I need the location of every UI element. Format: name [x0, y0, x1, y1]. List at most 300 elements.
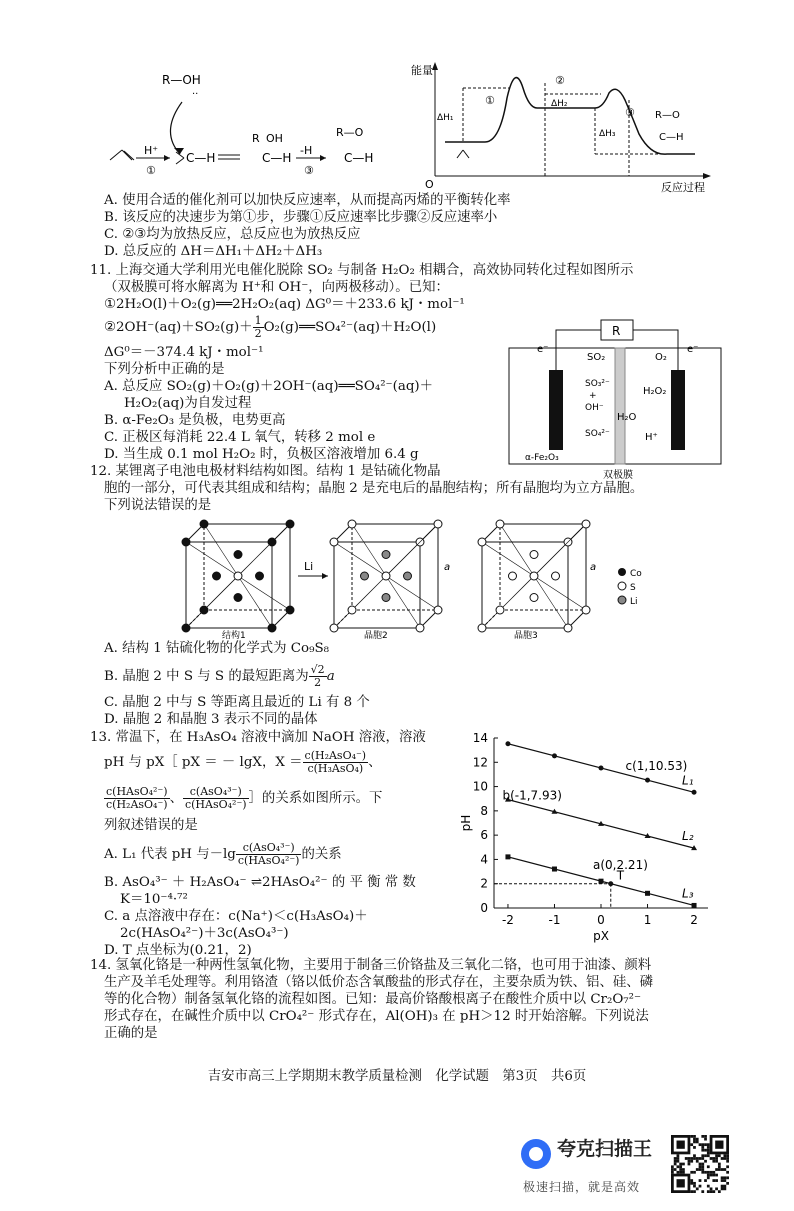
qr-module [721, 1176, 724, 1179]
q13-stem-line3: $\frac{\text{c(HAsO₄²⁻)}}{\text{c(H₂AsO₄⁻)}}$ 、 $\frac{\text{c(AsO₄³⁻)}}{\text{c(HAsO₄²⁻)}}$ ］的关系如图所示。下 [106, 785, 383, 811]
qr-module [704, 1149, 707, 1152]
qr-module [704, 1143, 707, 1146]
q11-ask: 下列分析中正确的是 [104, 362, 225, 377]
y-tick-label: 10 [472, 779, 488, 794]
qr-module [726, 1176, 729, 1179]
atom [268, 624, 276, 632]
qr-module [715, 1187, 718, 1190]
qr-module [690, 1157, 693, 1160]
qr-module [723, 1185, 726, 1188]
qr-module [710, 1187, 713, 1190]
qr-module [704, 1160, 707, 1163]
atom [582, 606, 590, 614]
qr-module [696, 1157, 699, 1160]
q11-option-a: A. 总反应 SO₂(g)＋O₂(g)＋2OH⁻(aq)══SO₄²⁻(aq)＋ [104, 379, 434, 394]
qr-module [710, 1171, 713, 1174]
atom [382, 551, 390, 559]
q12-stem-line1: 12. 某锂离子电池电极材料结构如图。结构 1 是钴硫化物晶 [90, 464, 441, 479]
svg-text:①: ① [146, 164, 156, 177]
q10-option-d: D. 总反应的 ΔH＝ΔH₁＋ΔH₂＋ΔH₃ [104, 244, 323, 259]
qr-module [704, 1171, 707, 1174]
qr-module [718, 1190, 721, 1193]
qr-finder-core [677, 1179, 685, 1187]
qr-module [696, 1168, 699, 1171]
atom [213, 572, 221, 580]
atom [404, 572, 412, 580]
qr-module [726, 1160, 729, 1163]
q12-option-a: A. 结构 1 钴硫化物的化学式为 Co₉S₈ [104, 641, 329, 656]
y-tick-label: 8 [480, 803, 488, 818]
qr-module [707, 1174, 710, 1177]
data-point [552, 753, 557, 758]
energy-axis-label: 能量 [411, 64, 433, 77]
annotation-label: b(-1,7.93) [502, 788, 562, 803]
qr-module [723, 1154, 726, 1157]
unit-cell [478, 520, 590, 632]
bond [386, 576, 420, 628]
svg-text:+: + [589, 391, 597, 401]
qr-module [688, 1163, 691, 1166]
atom [382, 594, 390, 602]
qr-module [693, 1157, 696, 1160]
qr-module [707, 1176, 710, 1179]
atom [348, 606, 356, 614]
q13-option-d: D. T 点坐标为(0.21，2) [104, 943, 252, 958]
qr-module [696, 1160, 699, 1163]
x-axis-label: pX [593, 929, 609, 943]
svg-text:S: S [630, 583, 636, 593]
qr-module [693, 1141, 696, 1144]
q13-option-b: B. AsO₄³⁻ ＋ H₂AsO₄⁻ ⇌2HAsO₄²⁻ 的 平 衡 常 数 [104, 875, 416, 890]
atom [509, 572, 517, 580]
bond [534, 576, 568, 628]
qr-module [671, 1171, 674, 1174]
qr-module [674, 1168, 677, 1171]
atom [582, 520, 590, 528]
qr-module [715, 1174, 718, 1177]
y-tick-label: 4 [480, 852, 488, 867]
atom [496, 606, 504, 614]
qr-module [707, 1143, 710, 1146]
qr-module [715, 1154, 718, 1157]
bond [204, 576, 238, 610]
svg-text:OH: OH [266, 132, 283, 145]
bond [534, 576, 586, 610]
qr-module [721, 1185, 724, 1188]
svg-text:R: R [252, 132, 260, 145]
qr-module [677, 1157, 680, 1160]
svg-text:晶胞2: 晶胞2 [364, 631, 388, 640]
svg-text:SO₄²⁻: SO₄²⁻ [585, 429, 610, 439]
qr-module [712, 1160, 715, 1163]
qr-module [715, 1179, 718, 1182]
qr-module [693, 1185, 696, 1188]
qr-module [674, 1160, 677, 1163]
qr-module [726, 1154, 729, 1157]
svg-text:Li: Li [630, 597, 638, 607]
atom [286, 520, 294, 528]
qr-module [701, 1157, 704, 1160]
q13-option-c-cont: 2c(HAsO₄²⁻)＋3c(AsO₄³⁻) [120, 926, 289, 941]
svg-text:双极膜: 双极膜 [603, 470, 633, 480]
svg-text:C—H: C—H [344, 151, 374, 165]
bond [500, 524, 534, 576]
qr-module [723, 1187, 726, 1190]
qr-module [723, 1157, 726, 1160]
data-point [692, 903, 697, 908]
y-tick-label: 2 [480, 876, 488, 891]
y-axis-label: pH [459, 814, 473, 832]
qr-module [688, 1160, 691, 1163]
qr-module [693, 1135, 696, 1138]
bond [238, 524, 290, 576]
qr-module [707, 1190, 710, 1193]
qr-module [690, 1179, 693, 1182]
qr-module [707, 1154, 710, 1157]
qr-module [688, 1157, 691, 1160]
unit-cell [330, 520, 442, 632]
q14-stem-line5: 正确的是 [104, 1026, 158, 1041]
qr-module [701, 1190, 704, 1193]
qr-module [677, 1165, 680, 1168]
svg-text:③: ③ [304, 164, 314, 177]
qr-module [699, 1185, 702, 1188]
qr-module [679, 1165, 682, 1168]
qr-module [679, 1163, 682, 1166]
qr-module [701, 1168, 704, 1171]
q11-option-b: B. α-Fe₂O₃ 是负极，电势更高 [104, 413, 286, 428]
qr-module [701, 1149, 704, 1152]
atom [530, 572, 538, 580]
qr-module [682, 1168, 685, 1171]
q11-equation1: ①2H₂O(l)＋O₂(g)══2H₂O₂(aq) ΔG⁰＝＋233.6 kJ・mol⁻¹ [104, 297, 465, 312]
qr-module [712, 1179, 715, 1182]
bond [238, 576, 272, 628]
qr-module [715, 1160, 718, 1163]
q11-stem-line1: 11. 上海交通大学利用光电催化脱除 SO₂ 与制备 H₂O₂ 相耦合，高效协同转化过程如图所示 [90, 263, 634, 278]
data-point [505, 854, 510, 859]
svg-text:e⁻: e⁻ [687, 344, 699, 355]
svg-text:ΔH₃: ΔH₃ [599, 129, 616, 139]
qr-module [704, 1179, 707, 1182]
bond [534, 524, 586, 576]
qr-module [726, 1182, 729, 1185]
atom [552, 572, 560, 580]
q11-equation2-dg: ΔG⁰＝－374.4 kJ・mol⁻¹ [104, 345, 264, 360]
bond [238, 576, 290, 610]
atom [330, 624, 338, 632]
qr-module [701, 1171, 704, 1174]
svg-text:H₂O: H₂O [617, 412, 637, 423]
qr-module [726, 1165, 729, 1168]
series-label: L₃ [682, 886, 694, 901]
svg-text:SO₂: SO₂ [587, 352, 606, 363]
qr-module [707, 1149, 710, 1152]
qr-module [723, 1179, 726, 1182]
qr-module [693, 1171, 696, 1174]
qr-module [699, 1163, 702, 1166]
svg-text:e⁻: e⁻ [537, 344, 549, 355]
data-point [599, 879, 604, 884]
qr-module [707, 1165, 710, 1168]
data-point [599, 765, 604, 770]
qr-module [682, 1171, 685, 1174]
qr-finder-core [715, 1141, 723, 1149]
qr-module [712, 1190, 715, 1193]
data-point [645, 891, 650, 896]
qr-module [696, 1138, 699, 1141]
qr-module [718, 1168, 721, 1171]
y-tick-label: 12 [472, 755, 488, 770]
series-label: L₁ [682, 773, 694, 788]
atom [234, 594, 242, 602]
y-tick-label: 6 [480, 828, 488, 843]
q11-option-d: D. 当生成 0.1 mol H₂O₂ 时，负极区溶液增加 6.4 g [104, 447, 419, 462]
atom [530, 594, 538, 602]
qr-module [710, 1174, 713, 1177]
svg-text:③: ③ [625, 106, 635, 119]
qr-module [677, 1171, 680, 1174]
qr-module [726, 1171, 729, 1174]
data-point [505, 741, 510, 746]
qr-module [693, 1138, 696, 1141]
qr-module [693, 1146, 696, 1149]
q12-option-b: B. 晶胞 2 中 S 与 S 的最短距离为 $\frac{√2}{2}$ a [104, 663, 335, 689]
qr-module [701, 1163, 704, 1166]
qr-module [704, 1135, 707, 1138]
anode-electrode [549, 370, 563, 450]
svg-text:晶胞3: 晶胞3 [514, 631, 538, 640]
q11-stem-line2: （双极膜可将水解离为 H⁺和 OH⁻，向两极移动）。已知： [104, 280, 449, 295]
atom [286, 606, 294, 614]
atom [361, 572, 369, 580]
bond [334, 542, 386, 576]
qr-module [718, 1154, 721, 1157]
watermark-slogan: 极速扫描，就是高效 [523, 1180, 641, 1194]
svg-text:··: ·· [192, 89, 199, 100]
cathode-electrode [671, 370, 685, 450]
qr-module [690, 1135, 693, 1138]
svg-text:a: a [590, 562, 597, 573]
atom [496, 520, 504, 528]
qr-module [693, 1154, 696, 1157]
qr-module [721, 1168, 724, 1171]
x-tick-label: -1 [548, 913, 561, 927]
qr-module [671, 1165, 674, 1168]
svg-text:ΔH₁: ΔH₁ [437, 113, 454, 123]
atom [416, 624, 424, 632]
q14-stem-line4: 形式存在，在碱性介质中以 CrO₄²⁻ 形式存在，Al(OH)₃ 在 pH＞12 时开始溶解。下列说法 [104, 1009, 649, 1024]
qr-module [707, 1146, 710, 1149]
annotation-label: T [616, 868, 625, 883]
y-tick-label: 14 [472, 731, 488, 745]
svg-text:a: a [444, 562, 451, 573]
qr-module [707, 1152, 710, 1155]
svg-text:-H: -H [300, 144, 313, 157]
qr-module [679, 1171, 682, 1174]
qr-module [707, 1185, 710, 1188]
svg-text:R: R [612, 324, 621, 338]
bond [352, 524, 386, 576]
qr-module [693, 1190, 696, 1193]
qr-module [723, 1168, 726, 1171]
q10-option-c: C. ②③均为放热反应，总反应也为放热反应 [104, 227, 361, 242]
x-tick-label: 1 [643, 913, 652, 927]
qr-module [693, 1182, 696, 1185]
qr-module [710, 1157, 713, 1160]
x-tick-label: -2 [501, 913, 514, 927]
qr-module [704, 1138, 707, 1141]
qr-module [690, 1182, 693, 1185]
qr-module [712, 1157, 715, 1160]
atom [234, 572, 242, 580]
qr-module [721, 1187, 724, 1190]
qr-module [674, 1157, 677, 1160]
qr-module [690, 1160, 693, 1163]
series-label: L₂ [682, 829, 694, 844]
qr-module [715, 1168, 718, 1171]
svg-text:α-Fe₂O₃: α-Fe₂O₃ [525, 453, 559, 463]
qr-module [701, 1135, 704, 1138]
svg-text:H₂O₂: H₂O₂ [643, 386, 667, 397]
q13-option-c: C. a 点溶液中存在：c(Na⁺)＜c(H₃AsO₄)＋ [104, 909, 368, 924]
qr-module [710, 1190, 713, 1193]
q10-option-a: A. 使用合适的催化剂可以加快反应速率，从而提高丙烯的平衡转化率 [104, 193, 511, 208]
q10-energy-diagram [405, 58, 725, 198]
qr-module [704, 1154, 707, 1157]
atom [234, 551, 242, 559]
q12-option-d: D. 晶胞 2 和晶胞 3 表示不同的晶体 [104, 712, 318, 727]
bond [482, 542, 534, 576]
qr-module [715, 1157, 718, 1160]
bond [186, 542, 238, 576]
qr-module [721, 1157, 724, 1160]
qr-module [677, 1154, 680, 1157]
svg-text:ΔH₂: ΔH₂ [551, 99, 568, 109]
qr-module [712, 1174, 715, 1177]
data-point [692, 790, 697, 795]
atom [182, 538, 190, 546]
qr-module [685, 1157, 688, 1160]
qr-module [690, 1143, 693, 1146]
x-tick-label: 0 [597, 913, 605, 927]
q11-option-c: C. 正极区每消耗 22.4 L 氧气，转移 2 mol e [104, 430, 376, 445]
quark-logo-icon [521, 1139, 551, 1169]
qr-module [682, 1163, 685, 1166]
qr-module [712, 1171, 715, 1174]
svg-text:R—O: R—O [336, 126, 364, 139]
q11-option-a-cont: H₂O₂(aq)为自发过程 [124, 396, 252, 411]
q12-stem-line2: 胞的一部分，可代表其组成和结构；晶胞 2 是充电后的晶胞结构；所有晶胞均为立方晶胞。 [104, 481, 644, 496]
bond [352, 576, 386, 610]
qr-module [707, 1171, 710, 1174]
q12-option-c: C. 晶胞 2 中与 S 等距离且最近的 Li 有 8 个 [104, 695, 370, 710]
qr-module [699, 1157, 702, 1160]
qr-module [701, 1165, 704, 1168]
q12-stem-line3: 下列说法错误的是 [104, 498, 212, 513]
svg-text:H⁺: H⁺ [645, 432, 658, 443]
svg-text:O₂: O₂ [655, 352, 667, 363]
q11-equation2: ②2OH⁻(aq)＋SO₂(g)＋ $\frac{1}{2}$ O₂(g)══SO₄²⁻(aq)＋H₂O(l) [104, 314, 437, 340]
qr-module [699, 1168, 702, 1171]
bond [500, 576, 534, 610]
annotation-label: c(1,10.53) [625, 759, 688, 774]
svg-text:C—H: C—H [659, 132, 684, 143]
qr-module [699, 1179, 702, 1182]
qr-module [696, 1187, 699, 1190]
qr-module [699, 1143, 702, 1146]
qr-module [723, 1176, 726, 1179]
qr-module [701, 1154, 704, 1157]
h-plus-label: H⁺ [144, 144, 159, 157]
qr-code-icon [671, 1135, 729, 1193]
svg-text:②: ② [555, 74, 565, 87]
annotation-label: a(0,2.21) [593, 858, 648, 873]
q13-option-b-cont: K＝10⁻⁴·⁷² [120, 892, 188, 907]
qr-module [701, 1146, 704, 1149]
q10-mechanism-diagram [100, 62, 400, 190]
atom [530, 551, 538, 559]
t-point [608, 881, 613, 886]
q14-stem-line3: 等的化合物）制备氢氧化铬的流程如图。已知：最高价铬酸根离子在酸性介质中以 Cr₂O₇²⁻ [104, 992, 642, 1007]
svg-text:SO₃²⁻: SO₃²⁻ [585, 379, 610, 389]
q13-stem-line1: 13. 常温下，在 H₃AsO₄ 溶液中滴加 NaOH 溶液，溶液 [90, 730, 426, 745]
atom [256, 572, 264, 580]
atom [478, 624, 486, 632]
atom [182, 624, 190, 632]
bond [386, 576, 438, 610]
bond [386, 524, 438, 576]
page-footer: 吉安市高三上学期期末教学质量检测 化学试题 第3页 共6页 [207, 1069, 587, 1084]
q14-stem-line1: 14. 氢氧化铬是一种两性氢氧化物，主要用于制备三价铬盐及三氧化二铬，也可用于油漆、颜料 [90, 958, 652, 973]
q11-electrolysis-cell [505, 312, 730, 480]
qr-module [677, 1160, 680, 1163]
q14-stem-line2: 生产及羊毛处理等。利用铬渣（铬以低价态含氧酸盐的形式存在，主要杂质为铁、铝、硅、磷 [104, 975, 654, 990]
svg-text:R—O: R—O [655, 110, 680, 121]
q10-option-b: B. 该反应的决速步为第①步，步骤①反应速率比步骤②反应速率小 [104, 210, 498, 225]
y-tick-label: 0 [480, 901, 488, 915]
q13-option-a: A. L₁ 代表 pH 与－lg $\frac{\text{c(AsO₄³⁻)}}{\text{c(HAsO₄²⁻)}}$ 的关系 [104, 841, 342, 867]
svg-text:Co: Co [630, 569, 642, 579]
watermark-name: 夸克扫描王 [557, 1138, 653, 1160]
bond [204, 524, 238, 576]
qr-module [721, 1179, 724, 1182]
q13-stem-line2: pH 与 pX［ pX ＝ － lgX，X ＝ $\frac{\text{c(H₂AsO₄⁻)}}{\text{c(H₃AsO₄)}}$ 、 [104, 749, 382, 775]
q13-stem-line4: 列叙述错误的是 [104, 818, 198, 833]
svg-text:①: ① [485, 94, 495, 107]
qr-finder-core [677, 1141, 685, 1149]
data-point [552, 867, 557, 872]
qr-module [690, 1190, 693, 1193]
reaction-axis-label: 反应过程 [661, 181, 705, 194]
qr-module [696, 1141, 699, 1144]
data-point [645, 778, 650, 783]
svg-text:C—H: C—H [262, 151, 292, 165]
atom [200, 520, 208, 528]
atom [382, 572, 390, 580]
atom [434, 520, 442, 528]
atom [330, 538, 338, 546]
unit-cell [182, 520, 294, 632]
qr-module [718, 1165, 721, 1168]
qr-module [674, 1163, 677, 1166]
scanner-watermark [521, 1139, 791, 1205]
atom [564, 624, 572, 632]
atom [434, 606, 442, 614]
svg-text:Li: Li [304, 560, 314, 573]
atom [348, 520, 356, 528]
x-tick-label: 2 [690, 913, 698, 927]
